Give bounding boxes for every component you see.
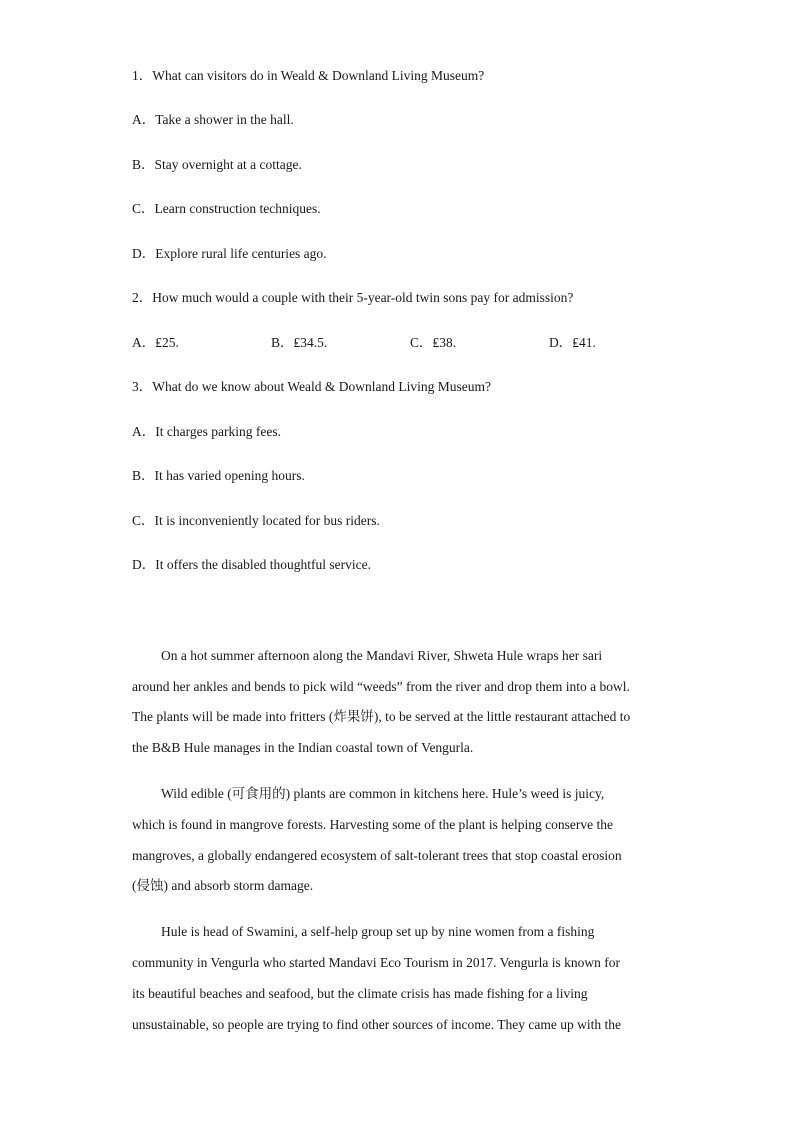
passage-p3-line-1: Hule is head of Swamini, a self-help group set up by nine women from a fishing bbox=[161, 924, 595, 939]
passage-p1-line-1: On a hot summer afternoon along the Mandavi River, Shweta Hule wraps her sari bbox=[161, 648, 603, 663]
passage-p1-line-2: around her ankles and bends to pick wild “weeds” from the river and drop them into a bowl. bbox=[132, 679, 630, 694]
question-1-option-a: A．Take a shower in the hall. bbox=[132, 112, 294, 127]
question-1-option-c: C．Learn construction techniques. bbox=[132, 201, 321, 216]
question-3-option-c: C．It is inconveniently located for bus riders. bbox=[132, 513, 380, 528]
passage-p3-line-2: community in Vengurla who started Mandavi Eco Tourism in 2017. Vengurla is known for bbox=[132, 955, 620, 970]
question-3-option-a: A．It charges parking fees. bbox=[132, 424, 281, 439]
question-1-stem: 1．What can visitors do in Weald & Downland Living Museum? bbox=[132, 68, 485, 83]
passage-p1-line-3: The plants will be made into fritters (炸果饼), to be served at the little restaurant attached to bbox=[132, 709, 631, 724]
question-2-option-d: D．₤41. bbox=[549, 335, 596, 350]
passage-p2-line-3: mangroves, a globally endangered ecosystem of salt-tolerant trees that stop coastal erosion bbox=[132, 848, 622, 863]
question-2-option-c: C．₤38. bbox=[410, 335, 457, 350]
question-2-options bbox=[132, 334, 692, 352]
question-2-option-b: B．₤34.5. bbox=[271, 335, 328, 350]
question-1-option-b: B．Stay overnight at a cottage. bbox=[132, 157, 302, 172]
question-3-option-d: D．It offers the disabled thoughtful service. bbox=[132, 557, 371, 572]
passage-p2-line-1: Wild edible (可食用的) plants are common in kitchens here. Hule’s weed is juicy, bbox=[161, 786, 605, 801]
passage-p1-line-4: the B&B Hule manages in the Indian coastal town of Vengurla. bbox=[132, 740, 474, 755]
passage-p2-line-4: (侵蚀) and absorb storm damage. bbox=[132, 878, 314, 893]
passage-p3-line-4: unsustainable, so people are trying to find other sources of income. They came up with the bbox=[132, 1017, 621, 1032]
passage-p3-line-3: its beautiful beaches and seafood, but the climate crisis has made fishing for a living bbox=[132, 986, 588, 1001]
question-1-option-d: D．Explore rural life centuries ago. bbox=[132, 246, 327, 261]
passage-p2-line-2: which is found in mangrove forests. Harvesting some of the plant is helping conserve the bbox=[132, 817, 614, 832]
question-3-option-b: B．It has varied opening hours. bbox=[132, 468, 305, 483]
question-2-stem: 2．How much would a couple with their 5-year-old twin sons pay for admission? bbox=[132, 290, 574, 305]
question-3-stem: 3．What do we know about Weald & Downland Living Museum? bbox=[132, 379, 491, 394]
question-2-option-a: A．₤25. bbox=[132, 335, 179, 350]
